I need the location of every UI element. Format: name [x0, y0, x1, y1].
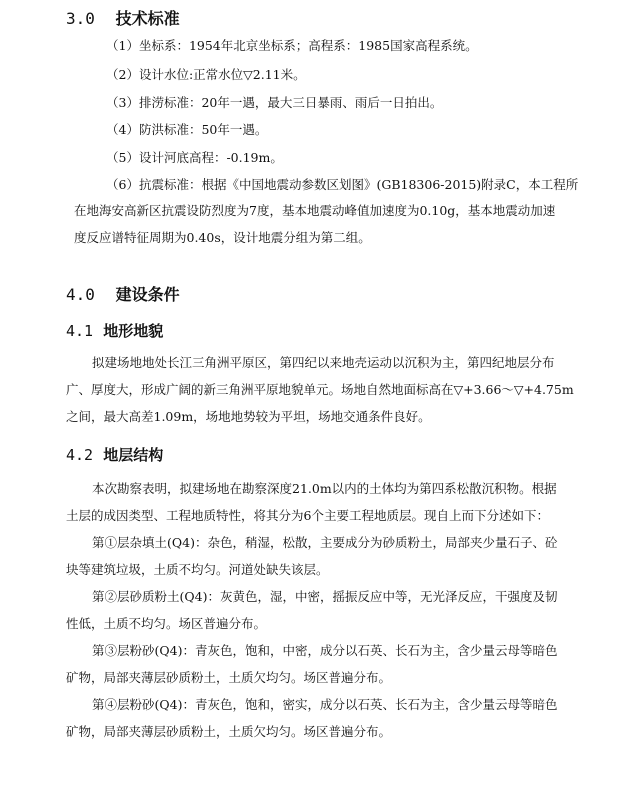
tech-item-3: （3）排涝标准：20年一遇，最大三日暴雨、雨后一日拍出。 — [106, 95, 443, 110]
terrain-line-3: 之间，最大高差1.09m，场地地势较为平坦，场地交通条件良好。 — [66, 409, 431, 424]
layer-2-line-2: 性低，土质不均匀。场区普遍分布。 — [66, 616, 267, 631]
strata-intro-line-1: 本次勘察表明，拟建场地在勘察深度21.0m以内的土体均为第四系松散沉积物。根据 — [92, 481, 557, 496]
section-number: 4.0 — [66, 285, 95, 304]
section-title: 建设条件 — [115, 285, 180, 304]
tech-item-1: （1）坐标系：1954年北京坐标系；高程系：1985国家高程系统。 — [106, 38, 478, 53]
tech-item-2: （2）设计水位:正常水位▽2.11米。 — [106, 67, 306, 82]
terrain-line-2: 广、厚度大，形成广阔的新三角洲平原地貌单元。场地自然地面标高在▽+3.66～▽+4.75m — [66, 382, 574, 397]
strata-intro-line-2: 土层的成因类型、工程地质特性，将其分为6个主要工程地质层。现自上而下分述如下： — [66, 508, 549, 523]
layer-3-line-1: 第③层粉砂(Q4)：青灰色，饱和，中密，成分以石英、长石为主，含少量云母等暗色 — [92, 643, 558, 658]
section-title: 地形地貌 — [103, 322, 164, 340]
section-title: 地层结构 — [103, 446, 164, 464]
section-number: 3.0 — [66, 9, 95, 28]
section-4-0-heading — [66, 282, 180, 305]
section-4-2-heading — [66, 444, 163, 465]
layer-3-line-2: 矿物，局部夹薄层砂质粉土，土质欠均匀。场区普遍分布。 — [66, 670, 392, 685]
tech-item-6-line-1: （6）抗震标准：根据《中国地震动参数区划图》(GB18306-2015)附录C，本工程所 — [106, 177, 579, 192]
section-3-0-heading — [66, 6, 180, 29]
tech-item-6-line-3: 度反应谱特征周期为0.40s，设计地震分组为第二组。 — [74, 230, 371, 245]
terrain-line-1: 拟建场地地处长江三角洲平原区，第四纪以来地壳运动以沉积为主，第四纪地层分布 — [92, 355, 555, 370]
section-4-1-heading — [66, 320, 163, 341]
section-title: 技术标准 — [115, 9, 180, 28]
tech-item-5: （5）设计河底高程：-0.19m。 — [106, 150, 283, 165]
layer-1-line-1: 第①层杂填土(Q4)：杂色，稍湿，松散，主要成分为砂质粉土，局部夹少量石子、砼 — [92, 535, 558, 550]
tech-item-6-line-2: 在地海安高新区抗震设防烈度为7度，基本地震动峰值加速度为0.10g，基本地震动加速 — [74, 203, 556, 218]
layer-4-line-1: 第④层粉砂(Q4)：青灰色，饱和，密实，成分以石英、长石为主，含少量云母等暗色 — [92, 697, 558, 712]
layer-4-line-2: 矿物，局部夹薄层砂质粉土，土质欠均匀。场区普遍分布。 — [66, 724, 392, 739]
tech-item-4: （4）防洪标准：50年一遇。 — [106, 122, 268, 137]
layer-2-line-1: 第②层砂质粉土(Q4)：灰黄色，湿，中密，摇振反应中等，无光泽反应，干强度及韧 — [92, 589, 558, 604]
layer-1-line-2: 块等建筑垃圾，土质不均匀。河道处缺失该层。 — [66, 562, 329, 577]
section-number: 4.1 — [66, 322, 94, 340]
section-number: 4.2 — [66, 446, 94, 464]
